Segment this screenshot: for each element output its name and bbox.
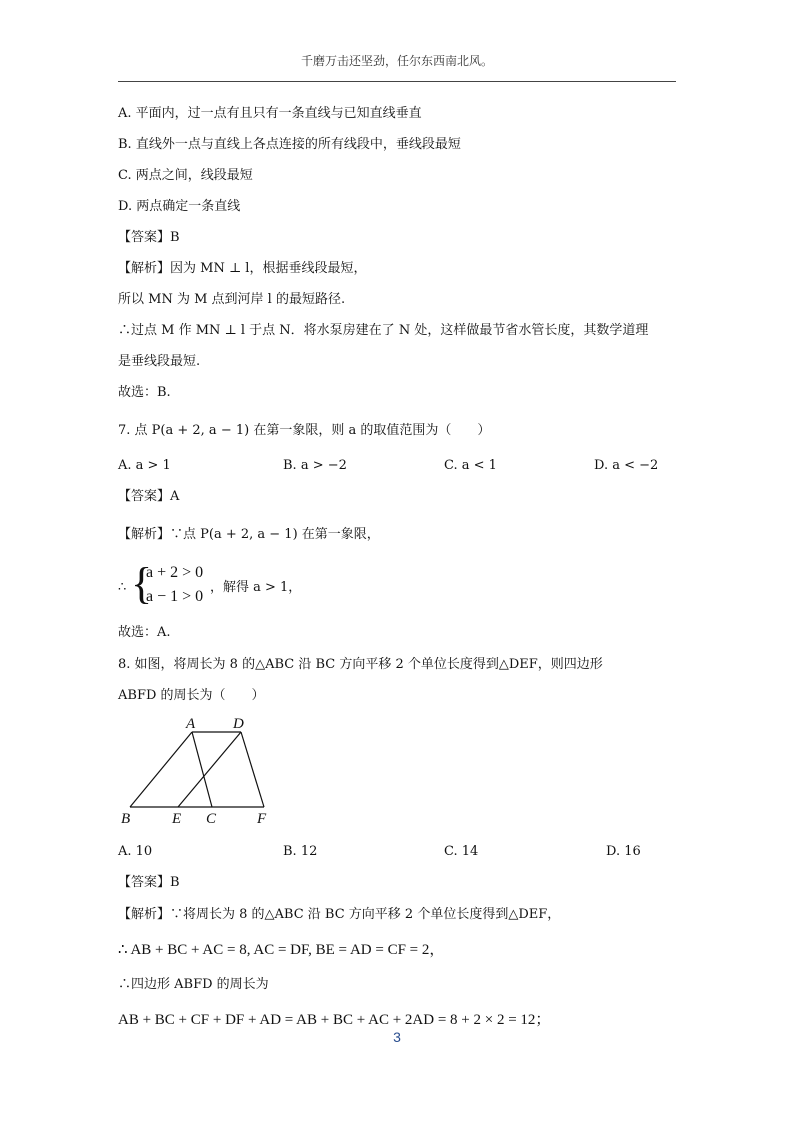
page-number: 3 bbox=[393, 1029, 401, 1045]
q7-stem: 7. 点 P(a + 2, a − 1) 在第一象限，则 a 的取值范围为（ ） bbox=[118, 423, 491, 438]
translation-figure bbox=[110, 708, 290, 830]
figure-label-b: B bbox=[121, 811, 131, 827]
figure-label-e: E bbox=[172, 811, 182, 827]
q8-option-c: C. 14 bbox=[444, 844, 479, 859]
q8-analysis-line1: 【解析】∵将周长为 8 的△ABC 沿 BC 方向平移 2 个单位长度得到△DEF， bbox=[118, 907, 561, 922]
q6-choose: 故选：B. bbox=[118, 385, 171, 400]
segment-df bbox=[241, 732, 264, 807]
q6-analysis-line3: ∴过点 M 作 MN ⊥ l 于点 N．将水泵房建在了 N 处，这样做最节省水管长度，其数学道理 bbox=[118, 323, 649, 338]
header-rule bbox=[118, 81, 676, 82]
q8-option-b: B. 12 bbox=[283, 844, 318, 859]
q6-option-a: A. 平面内，过一点有且只有一条直线与已知直线垂直 bbox=[118, 106, 422, 121]
q6-analysis-line2: 所以 MN 为 M 点到河岸 l 的最短路径. bbox=[118, 292, 346, 307]
q8-analysis-line2: ∴ AB + BC + AC = 8, AC = DF, BE = AD = CF = 2， bbox=[118, 942, 445, 958]
q7-therefore: ∴ bbox=[118, 580, 127, 595]
q7-analysis-line1: 【解析】∵点 P(a + 2, a − 1) 在第一象限， bbox=[118, 527, 380, 542]
q7-answer: 【答案】A bbox=[118, 489, 180, 504]
q8-option-d: D. 16 bbox=[606, 844, 641, 859]
q7-option-a: A. a > 1 bbox=[118, 458, 171, 473]
q7-option-b: B. a > −2 bbox=[283, 458, 347, 473]
q6-option-b: B. 直线外一点与直线上各点连接的所有线段中，垂线段最短 bbox=[118, 137, 461, 152]
figure-label-c: C bbox=[206, 811, 217, 827]
figure-label-f: F bbox=[257, 811, 267, 827]
q6-option-d: D. 两点确定一条直线 bbox=[118, 199, 241, 214]
figure-label-d: D bbox=[233, 716, 244, 732]
q8-stem-line1: 8. 如图，将周长为 8 的△ABC 沿 BC 方向平移 2 个单位长度得到△DEF，则四边形 bbox=[118, 657, 603, 672]
q7-choose: 故选：A. bbox=[118, 625, 171, 640]
q6-option-c: C. 两点之间，线段最短 bbox=[118, 168, 253, 183]
q6-analysis-line4: 是垂线段最短. bbox=[118, 354, 201, 369]
q7-option-d: D. a < −2 bbox=[594, 458, 659, 473]
q6-answer: 【答案】B bbox=[118, 230, 180, 245]
q7-system-line1: a + 2 > 0 bbox=[146, 564, 204, 581]
q8-analysis-line3: ∴四边形 ABFD 的周长为 bbox=[118, 977, 269, 992]
q8-stem-line2: ABFD 的周长为（ ） bbox=[118, 688, 265, 703]
segment-ab bbox=[130, 732, 192, 807]
q8-analysis-line4: AB + BC + CF + DF + AD = AB + BC + AC + 2AD = 8 + 2 × 2 = 12； bbox=[118, 1012, 551, 1028]
q7-solve: ，解得 a > 1， bbox=[210, 580, 302, 595]
figure-label-a: A bbox=[186, 716, 196, 732]
q7-option-c: C. a < 1 bbox=[444, 458, 497, 473]
q6-analysis-line1: 【解析】因为 MN ⊥ l，根据垂线段最短， bbox=[118, 261, 367, 276]
q7-system-line2: a − 1 > 0 bbox=[146, 588, 204, 605]
q8-option-a: A. 10 bbox=[118, 844, 153, 859]
q8-answer: 【答案】B bbox=[118, 875, 180, 890]
q7-system-brace: { bbox=[131, 559, 153, 608]
page-header-motto: 千磨万击还坚劲，任尔东西南北风。 bbox=[300, 54, 493, 68]
